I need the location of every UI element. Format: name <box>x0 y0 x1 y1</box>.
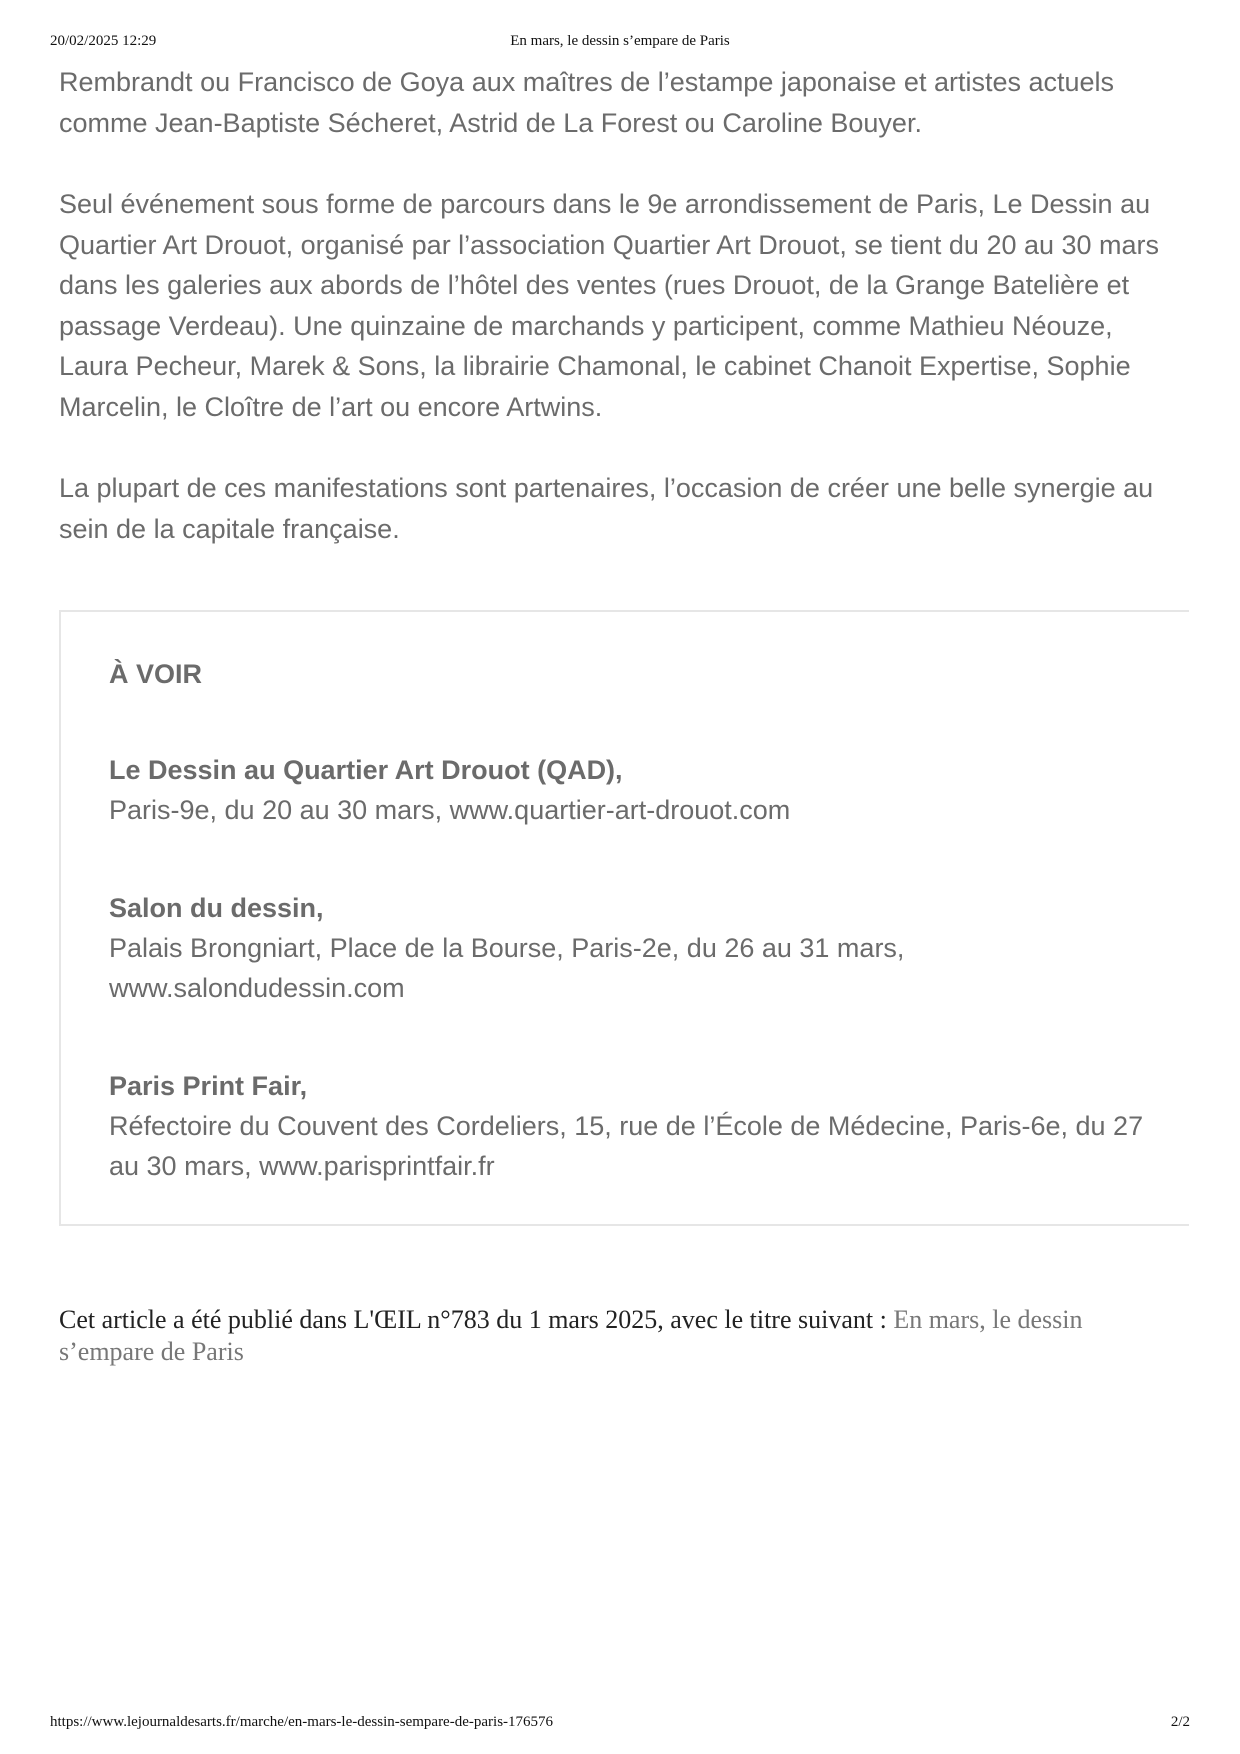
publication-title-link[interactable]: En mars, le dessin s’empare de Paris <box>59 1305 1083 1366</box>
print-header <box>50 33 1190 53</box>
print-url: https://www.lejournaldesarts.fr/marche/en-mars-le-dessin-sempare-de-paris-176576 <box>50 1714 554 1730</box>
event-details: Palais Brongniart, Place de la Bourse, Paris-2e, du 26 au 31 mars, www.salondudessin.com <box>109 933 905 1003</box>
a-voir-box <box>59 610 1189 1226</box>
event-item <box>109 888 1149 1008</box>
print-page-number: 2/2 <box>1170 1714 1190 1730</box>
print-footer <box>50 1714 1190 1734</box>
publication-prefix: Cet article a été publié dans L'ŒIL n°783 du 1 mars 2025, avec le titre suivant : <box>59 1305 894 1334</box>
article-paragraph: Seul événement sous forme de parcours dans le 9e arrondissement de Paris, Le Dessin au Quartier Art Drouot, organisé par l’association Quartier Art Drouot, se tient du 20 au 30 mars dans les galeries aux abords de l’hôtel des ventes (rues Drouot, de la Grange Batelière et passage Verdeau). Une quinzaine de marchands y participent, comme Mathieu Néouze, Laura Pecheur, Marek & Sons, la librairie Chamonal, le cabinet Chanoit Expertise, Sophie Marcelin, le Cloître de l’art ou encore Artwins. <box>59 189 1160 422</box>
event-details: Paris-9e, du 20 au 30 mars, www.quartier-art-drouot.com <box>109 795 791 825</box>
publication-note <box>59 1304 1139 1368</box>
a-voir-title: À VOIR <box>109 659 203 689</box>
article-paragraph: Rembrandt ou Francisco de Goya aux maîtres de l’estampe japonaise et artistes actuels comme Jean-Baptiste Sécheret, Astrid de La Forest ou Caroline Bouyer. <box>59 67 1115 138</box>
event-item <box>109 1066 1149 1186</box>
article-paragraph: La plupart de ces manifestations sont partenaires, l’occasion de créer une belle synergie au sein de la capitale française. <box>59 473 1154 544</box>
print-title: En mars, le dessin s’empare de Paris <box>510 33 730 49</box>
event-name: Le Dessin au Quartier Art Drouot (QAD), <box>109 755 623 785</box>
print-datetime: 20/02/2025 12:29 <box>50 33 157 49</box>
event-name: Salon du dessin, <box>109 893 324 923</box>
article-body <box>59 62 1189 590</box>
event-name: Paris Print Fair, <box>109 1071 308 1101</box>
event-item <box>109 750 1149 830</box>
event-details: Réfectoire du Couvent des Cordeliers, 15, rue de l’École de Médecine, Paris-6e, du 27 au 30 mars, www.parisprintfair.fr <box>109 1111 1144 1181</box>
